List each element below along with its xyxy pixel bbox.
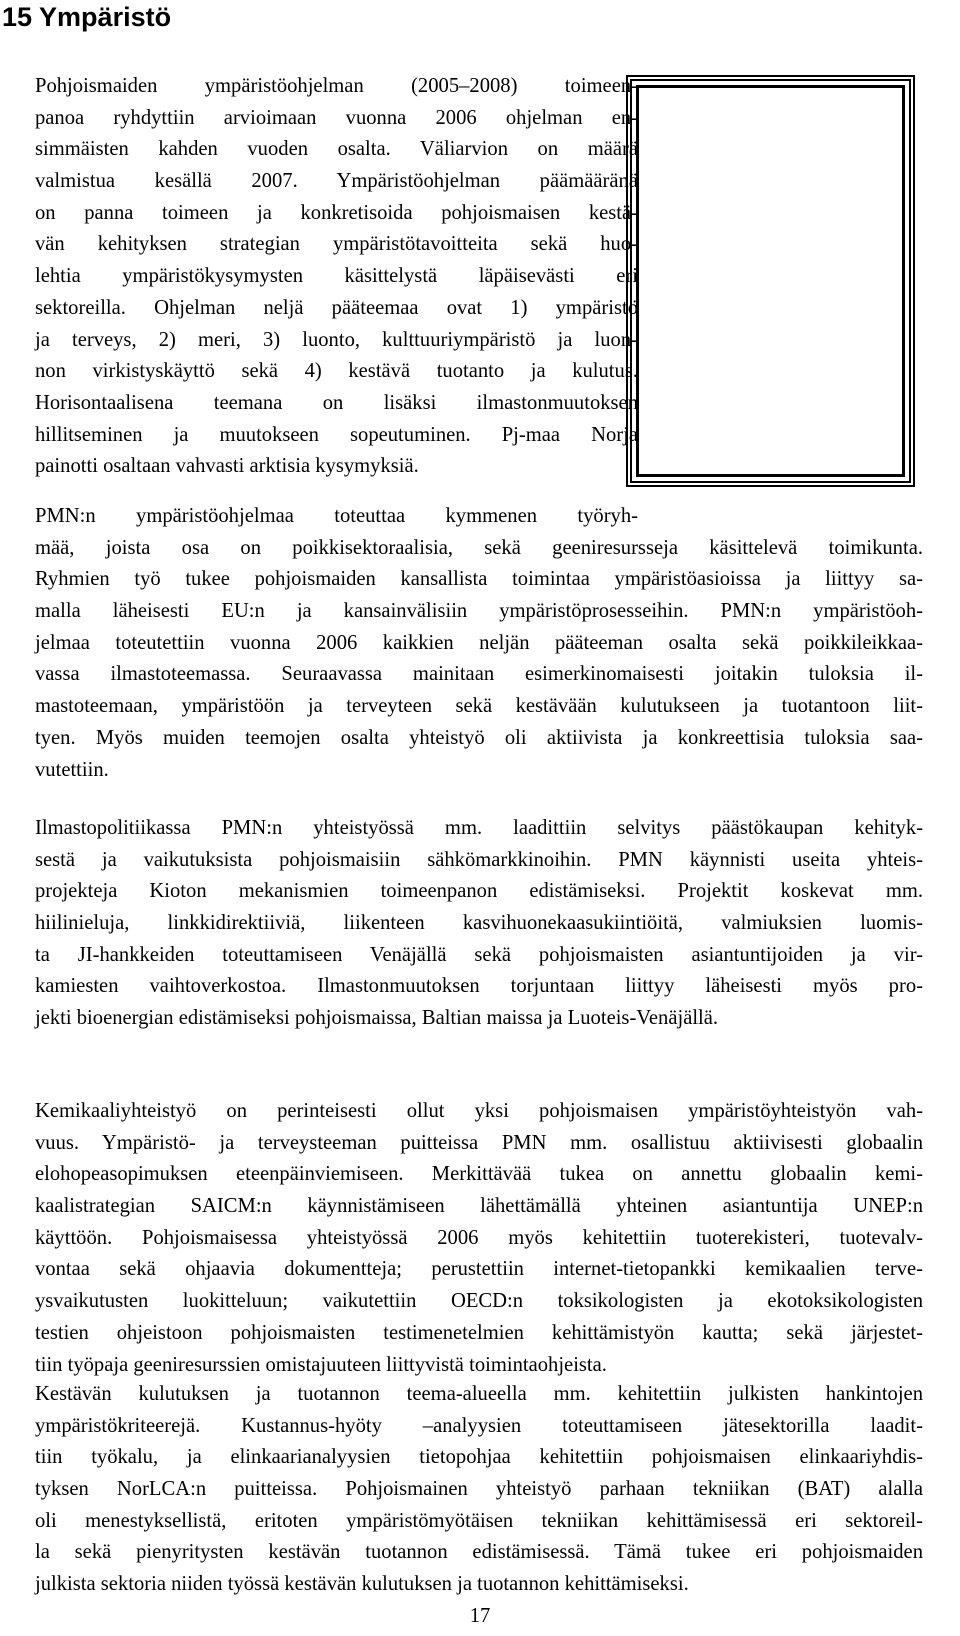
text-line: Pohjoismaiden ympäristöohjelman (2005–2008) toimeen- [35,75,638,97]
text-line: vassa ilmastoteemassa. Seuraavassa mainitaan esimerkinomaisesti joitakin tuloksia il- [35,663,923,686]
text-line: simmäisten kahden vuoden osalta. Väliarvion on määrä [35,138,638,161]
text-line: elohopeasopimuksen eteenpäinviemiseen. Merkittävää tukea on annettu globaalin kemi- [35,1163,923,1186]
text-line: vuus. Ympäristö- ja terveysteeman puitteissa PMN mm. osallistuu aktiivisesti globaalin [35,1131,923,1154]
text-line: lehtia ympäristökysymysten käsittelystä läpäisevästi eri [35,265,638,288]
text-line: on panna toimeen ja konkretisoida pohjoismaisen kestä- [35,201,638,224]
text-line: ta JI-hankkeiden toteuttamiseen Venäjällä sekä pohjoismaisten asiantuntijoiden ja vir- [35,943,923,966]
text-line: tiin työpaja geeniresurssien omistajuuteen liittyvistä toimintaohjeista. [35,1353,607,1376]
text-line: mää, joista osa on poikkisektoraalisia, sekä geeniresursseja käsittelevä toimikunta. [35,536,923,559]
image-frame [626,75,915,487]
image-frame-inner-border [636,85,905,477]
text-line: hiilinieluja, linkkidirektiiviä, liikenteen kasvihuonekaasukiintiöitä, valmiuksien luomis- [35,912,923,935]
text-line: Kestävän kulutuksen ja tuotannon teema-alueella mm. kehitettiin julkisten hankintojen [35,1383,923,1405]
text-line: kamiesten vaihtoverkostoa. Ilmastonmuutoksen torjuntaan liittyy läheisesti myös pro- [35,975,923,998]
text-line: sestä ja vaikutuksista pohjoismaisiin sähkömarkkinoihin. PMN käynnisti useita yhteis- [35,848,923,871]
text-line: sektoreilla. Ohjelman neljä pääteemaa ovat 1) ympäristö [35,296,638,319]
text-line: projekteja Kioton mekanismien toimeenpanon edistämiseksi. Projektit koskevat mm. [35,880,923,903]
section-heading: 15 Ympäristö [2,2,172,32]
text-line: jekti bioenergian edistämiseksi pohjoismaissa, Baltian maissa ja Luoteis-Venäjällä. [35,1007,719,1030]
text-line: panoa ryhdyttiin arvioimaan vuonna 2006 ohjelman en- [35,106,638,129]
text-line: testien ohjeistoon pohjoismaisten testimenetelmien kehittämistyön kautta; sekä järjestet- [35,1321,923,1344]
text-line: vän kehityksen strategian ympäristötavoitteita sekä huo- [35,233,638,256]
text-line: valmistua kesällä 2007. Ympäristöohjelman päämääränä [35,170,638,193]
paragraph-chemicals [35,1096,923,1381]
text-line: vutettiin. [35,758,109,781]
text-line: julkista sektoria niiden työssä kestävän kulutuksen ja tuotannon kehittämiseksi. [35,1573,689,1596]
page-number: 17 [469,1605,491,1627]
text-line: kaalistrategian SAICM:n käynnistämiseen lähettämällä yhteinen asiantuntija UNEP:n [35,1195,923,1218]
text-line: non virkistyskäyttö sekä 4) kestävä tuotanto ja kulutus. [35,360,638,383]
text-line: tyen. Myös muiden teemojen osalta yhteistyö oli aktiivista ja konkreettisia tuloksia saa- [35,726,923,749]
text-line: jelmaa toteutettiin vuonna 2006 kaikkien neljän pääteeman osalta sekä poikkileikkaa- [35,631,923,654]
text-line: ympäristökriteerejä. Kustannus-hyöty –analyysien toteuttamiseen jätesektorilla laadit- [35,1414,923,1437]
text-line: Kemikaaliyhteistyö on perinteisesti ollut yksi pohjoismaisen ympäristöyhteistyön vah- [35,1100,923,1122]
text-line: hillitseminen ja muutokseen sopeutuminen. Pj-maa Norja [35,423,638,446]
paragraph-sustainable-consumption [35,1379,923,1601]
paragraph-climate-policy [35,813,923,1035]
text-line: PMN:n ympäristöohjelmaa toteuttaa kymmenen työryh- [35,505,638,527]
text-line: Ilmastopolitiikassa PMN:n yhteistyössä mm. laadittiin selvitys päästökaupan kehityk- [35,817,923,839]
text-line: painotti osaltaan vahvasti arktisia kysymyksiä. [35,455,419,478]
text-line: Ryhmien työ tukee pohjoismaiden kansallista toimintaa ympäristöasioissa ja liittyy sa- [35,568,923,591]
text-line: mastoteemaan, ympäristöön ja terveyteen sekä kestävään kulutukseen ja tuotantoon liit- [35,695,923,718]
text-line: käyttöön. Pohjoismaisessa yhteistyössä 2006 myös kehitettiin tuoterekisteri, tuotevalv- [35,1226,923,1249]
text-line: tiin työkalu, ja elinkaarianalyysien tietopohjaa kehitettiin pohjoismaisen elinkaariyhdis- [35,1446,923,1469]
text-line: vontaa sekä ohjaavia dokumentteja; perustettiin internet-tietopankki kemikaalien terve- [35,1258,923,1281]
text-line: Horisontaalisena teemana on lisäksi ilmastonmuutoksen [35,391,638,414]
text-line: ysvaikutusten luokitteluun; vaikutettiin OECD:n toksikologisten ja ekotoksikologisten [35,1290,923,1313]
paragraph-working-groups [35,501,923,786]
text-line: malla läheisesti EU:n ja kansainvälisiin ympäristöprosesseihin. PMN:n ympäristöoh- [35,600,923,623]
text-line: la sekä pienyritysten kestävän tuotannon edistämisessä. Tämä tukee eri pohjoismaiden [35,1541,923,1564]
paragraph-environment-programme [35,71,638,483]
text-line: oli menestyksellistä, eritoten ympäristömyötäisen tekniikan kehittämisessä eri sektoreil- [35,1509,923,1532]
text-line: ja terveys, 2) meri, 3) luonto, kulttuuriympäristö ja luon- [35,328,638,351]
text-line: tyksen NorLCA:n puitteissa. Pohjoismainen yhteistyö parhaan tekniikan (BAT) alalla [35,1478,923,1501]
